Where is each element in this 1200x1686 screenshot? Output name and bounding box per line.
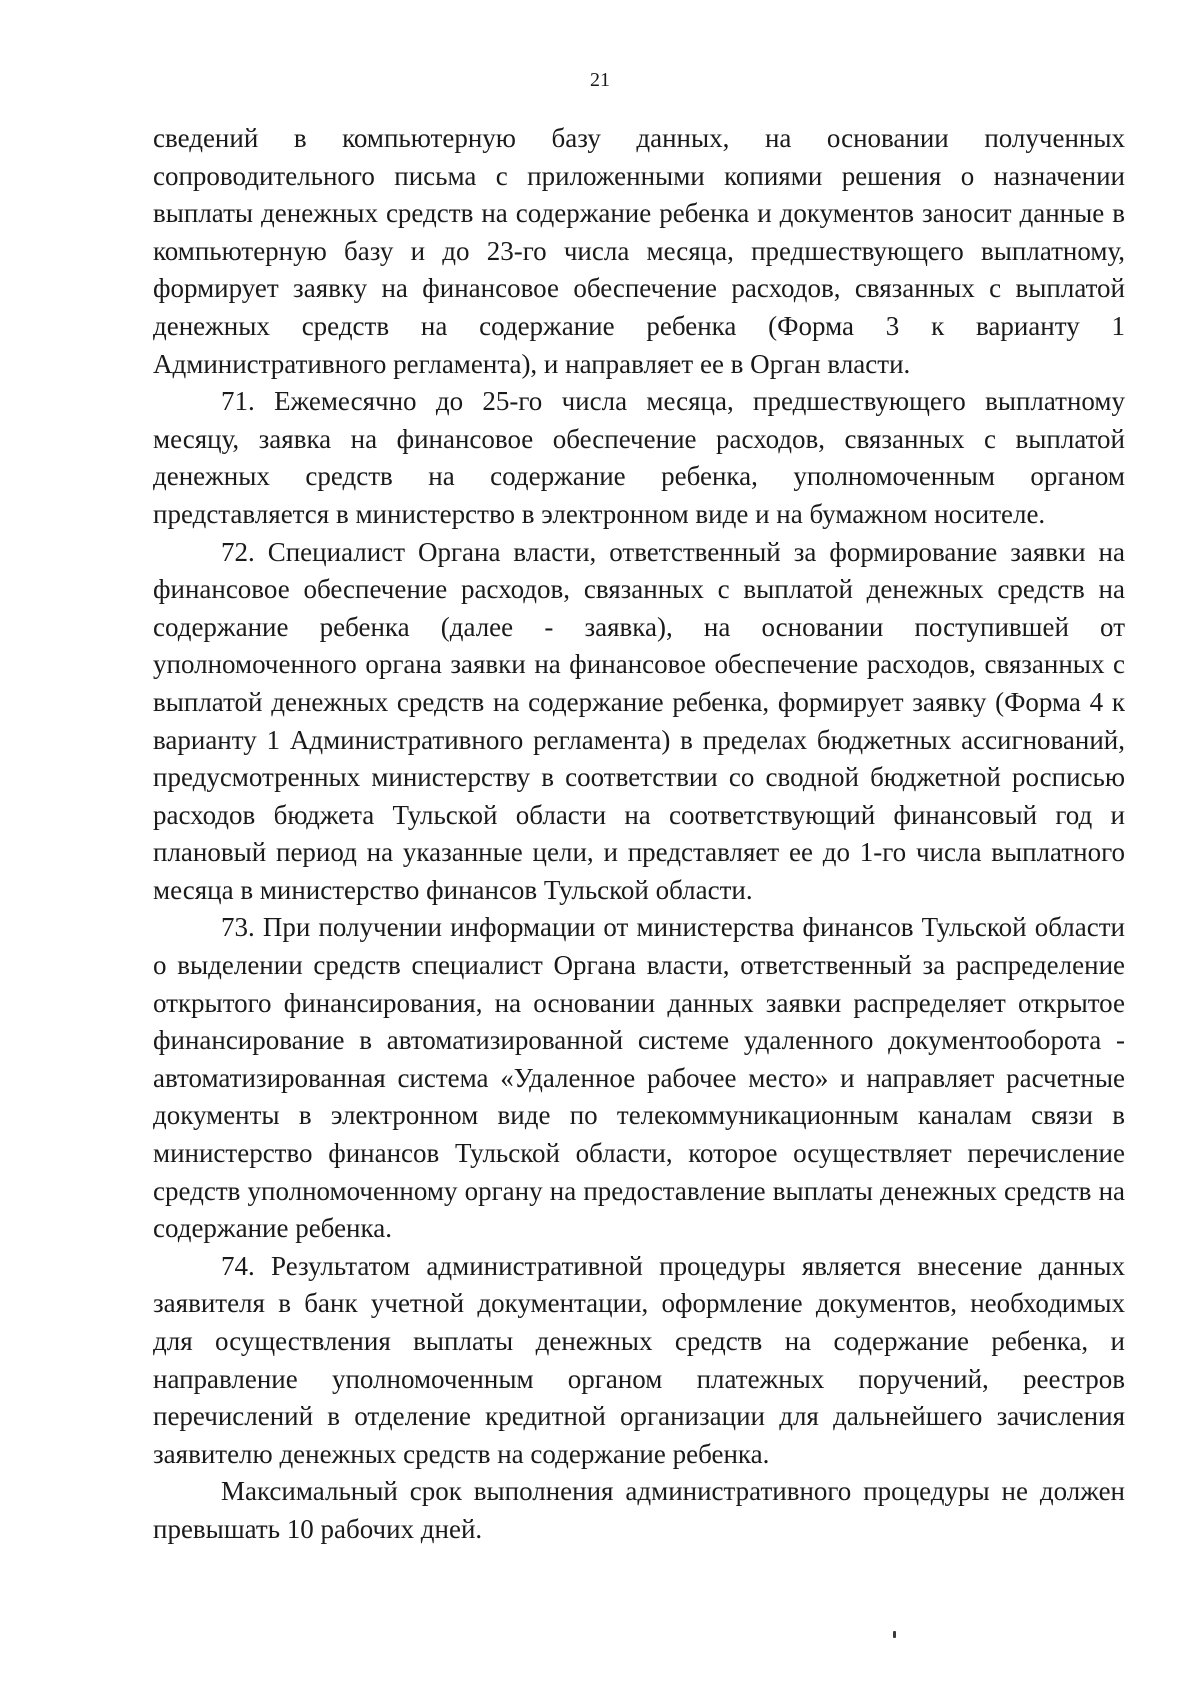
document-body (153, 120, 1125, 1549)
scan-speck (893, 1631, 896, 1638)
paragraph-continuation: сведений в компьютерную базу данных, на основании полученных сопроводительного письма с приложенными копиями решения о назначении выплаты денежных средств на содержание ребенка и документов заносит данные в компьютерную базу и до 23-го числа месяца, предшествующего выплатному, формирует заявку на финансовое обеспечение расходов, связанных с выплатой денежных средств на содержание ребенка (Форма 3 к варианту 1 Административного регламента), и направляет ее в Орган власти. (153, 123, 1125, 379)
paragraph-max-term: Максимальный срок выполнения административного процедуры не должен превышать 10 рабочих дней. (153, 1476, 1125, 1544)
paragraph-71: 71. Ежемесячно до 25-го числа месяца, предшествующего выплатному месяцу, заявка на финансовое обеспечение расходов, связанных с выплатой денежных средств на содержание ребенка, уполномоченным органом представляется в министерство в электронном виде и на бумажном носителе. (153, 386, 1125, 529)
paragraph-74: 74. Результатом административной процедуры является внесение данных заявителя в банк учетной документации, оформление документов, необходимых для осуществления выплаты денежных средств на содержание ребенка, и направление уполномоченным органом платежных поручений, реестров перечислений в отделение кредитной организации для дальнейшего зачисления заявителю денежных средств на содержание ребенка. (153, 1250, 1125, 1469)
page-number: 21 (590, 69, 610, 91)
paragraph-73: 73. При получении информации от министерства финансов Тульской области о выделении средств специалист Органа власти, ответственный за распределение открытого финансирования, на основании данных заявки распределяет открытое финансирование в автоматизированной системе удаленного документооборота - автоматизированная система «Удаленное рабочее место» и направляет расчетные документы в электронном виде по телекоммуникационным каналам связи в министерство финансов Тульской области, которое осуществляет перечисление средств уполномоченному органу на предоставление выплаты денежных средств на содержание ребенка. (153, 912, 1125, 1244)
paragraph-72: 72. Специалист Органа власти, ответственный за формирование заявки на финансовое обеспечение расходов, связанных с выплатой денежных средств на содержание ребенка (далее - заявка), на основании поступившей от уполномоченного органа заявки на финансовое обеспечение расходов, связанных с выплатой денежных средств на содержание ребенка, формирует заявку (Форма 4 к варианту 1 Административного регламента) в пределах бюджетных ассигнований, предусмотренных министерству в соответствии со сводной бюджетной росписью расходов бюджета Тульской области на соответствующий финансовый год и плановый период на указанные цели, и представляет ее до 1-го числа выплатного месяца в министерство финансов Тульской области. (153, 536, 1125, 905)
